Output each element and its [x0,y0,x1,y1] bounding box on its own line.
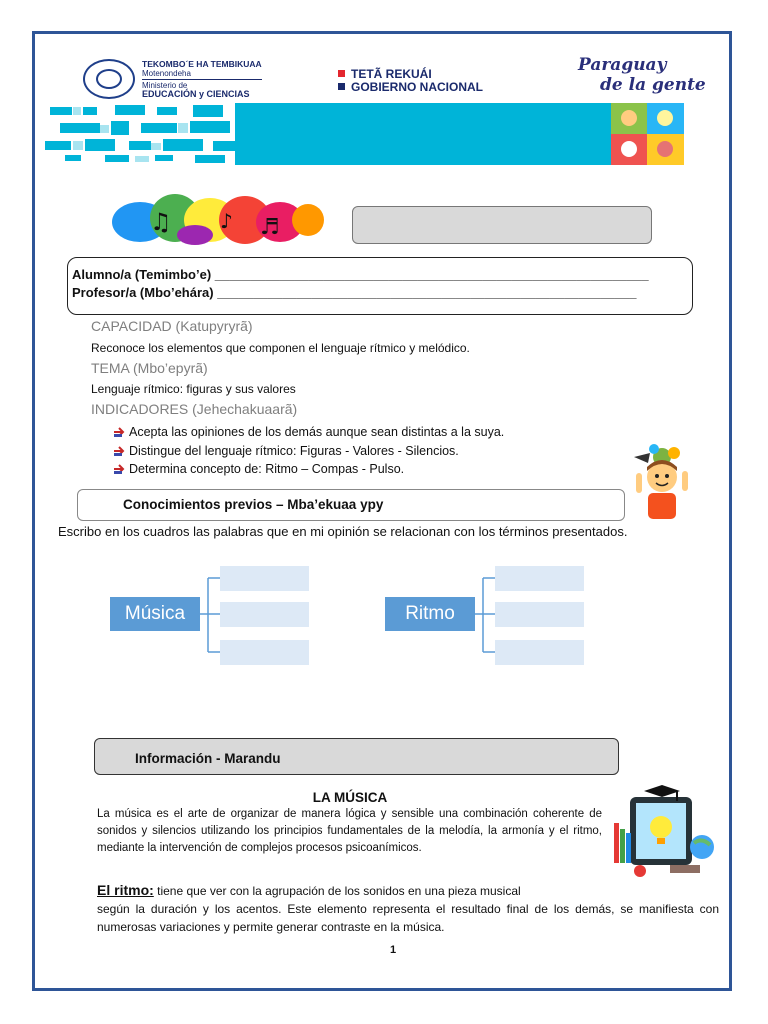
gov-line2: GOBIERNO NACIONAL [351,80,483,94]
capacidad-heading: CAPACIDAD (Katupyryrã) [91,318,253,334]
music-paint-splash-image [110,190,325,252]
government-logo [338,68,483,94]
answer-box-musica-3[interactable] [220,640,309,665]
list-item [113,460,504,479]
learning-tablet-image [610,783,720,881]
ministry-logo-text [142,60,262,99]
answer-box-ritmo-3[interactable] [495,640,584,665]
decorative-banner [45,103,611,165]
slogan-line2: de la gente [600,75,706,95]
svg-text:♪: ♪ [220,209,233,233]
ritmo-text-2: según la duración y los acentos. Este elemento representa el resultado final de los demás, se manifiesta con numerosas variaciones y permite generar contraste en la música. [97,902,719,934]
instruction-text: Escribo en los cuadros las palabras que en mi opinión se relacionan con los términos presentados. [58,524,628,539]
concept-ritmo-connector [475,576,497,656]
ritmo-paragraph [97,881,719,936]
concept-musica [110,597,200,631]
informacion-box [94,738,619,775]
student-info-box [67,257,693,315]
informacion-title: Información - Marandu [135,751,281,766]
musica-paragraph: La música es el arte de organizar de manera lógica y sensible una combinación coherente de sonidos y silencios utilizando los principios fundamentales de la melodía, la armonía y el ritmo, mediante la intervención de complejos procesos psicoanímicos. [97,808,602,854]
page-number: 1 [390,944,397,956]
indicador-1: Acepta las opiniones de los demás aunque sean distintas a la suya. [129,425,505,439]
alumno-row [72,266,692,284]
title-box [352,206,652,244]
answer-box-musica-2[interactable] [220,602,309,627]
answer-box-musica-1[interactable] [220,566,309,591]
puzzle-image [611,103,684,165]
gov-line1: TETÃ REKUÁI [351,67,432,81]
section-title: LA MÚSICA [312,790,388,805]
indicador-3: Determina concepto de: Ritmo – Compas - Pulso. [129,462,405,476]
conocimientos-previos-box [77,489,625,521]
list-item [113,442,504,461]
ritmo-keyword: El ritmo: [97,882,154,898]
thinking-child-image [628,443,690,521]
profesor-label: Profesor/a (Mbo’ehára) [72,285,218,300]
red-square-icon [338,70,345,77]
answer-box-ritmo-1[interactable] [495,566,584,591]
bullet-arrow-icon [113,463,126,475]
capacidad-text: Reconoce los elementos que componen el lenguaje rítmico y melódico. [91,341,470,355]
profesor-row [72,284,692,302]
concept-musica-connector [200,576,222,656]
profesor-line[interactable]: __________________________________________________________ [217,285,637,300]
list-item [113,423,504,442]
ritmo-text-1: tiene que ver con la agrupación de los sonidos en una pieza musical [153,884,521,898]
tema-text: Lenguaje rítmico: figuras y sus valores [91,382,296,396]
svg-text:♬: ♬ [260,215,280,240]
bullet-arrow-icon [113,426,126,438]
ministry-line4: EDUCACIÓN y CIENCIAS [142,89,250,99]
slogan-line1: Paraguay [578,55,667,75]
ministry-line1: TEKOMBO´E HA TEMBIKUAA [142,59,262,69]
indicadores-list [113,423,504,479]
bullet-arrow-icon [113,445,126,457]
concept-musica-label: Música [124,603,186,624]
svg-text:♫: ♫ [150,208,172,236]
ministry-line2: Motenondeha [142,69,191,78]
answer-box-ritmo-2[interactable] [495,602,584,627]
alumno-label: Alumno/a (Temimbo’e) [72,267,215,282]
concept-ritmo-label: Ritmo [405,603,455,624]
indicadores-heading: INDICADORES (Jehechakuaarã) [91,401,298,417]
alumno-line[interactable]: ____________________________________________________________ [214,267,649,282]
tema-heading: TEMA (Mbo’epyrã) [91,360,208,376]
indicador-2: Distingue del lenguaje rítmico: Figuras - Valores - Silencios. [129,443,459,458]
conocimientos-previos-title: Conocimientos previos – Mba’ekuaa ypy [123,497,384,512]
navy-square-icon [338,83,345,90]
ministry-line3: Ministerio de [142,81,188,90]
concept-ritmo [385,597,475,631]
ministry-seal-icon [83,59,135,99]
slogan [578,55,706,95]
